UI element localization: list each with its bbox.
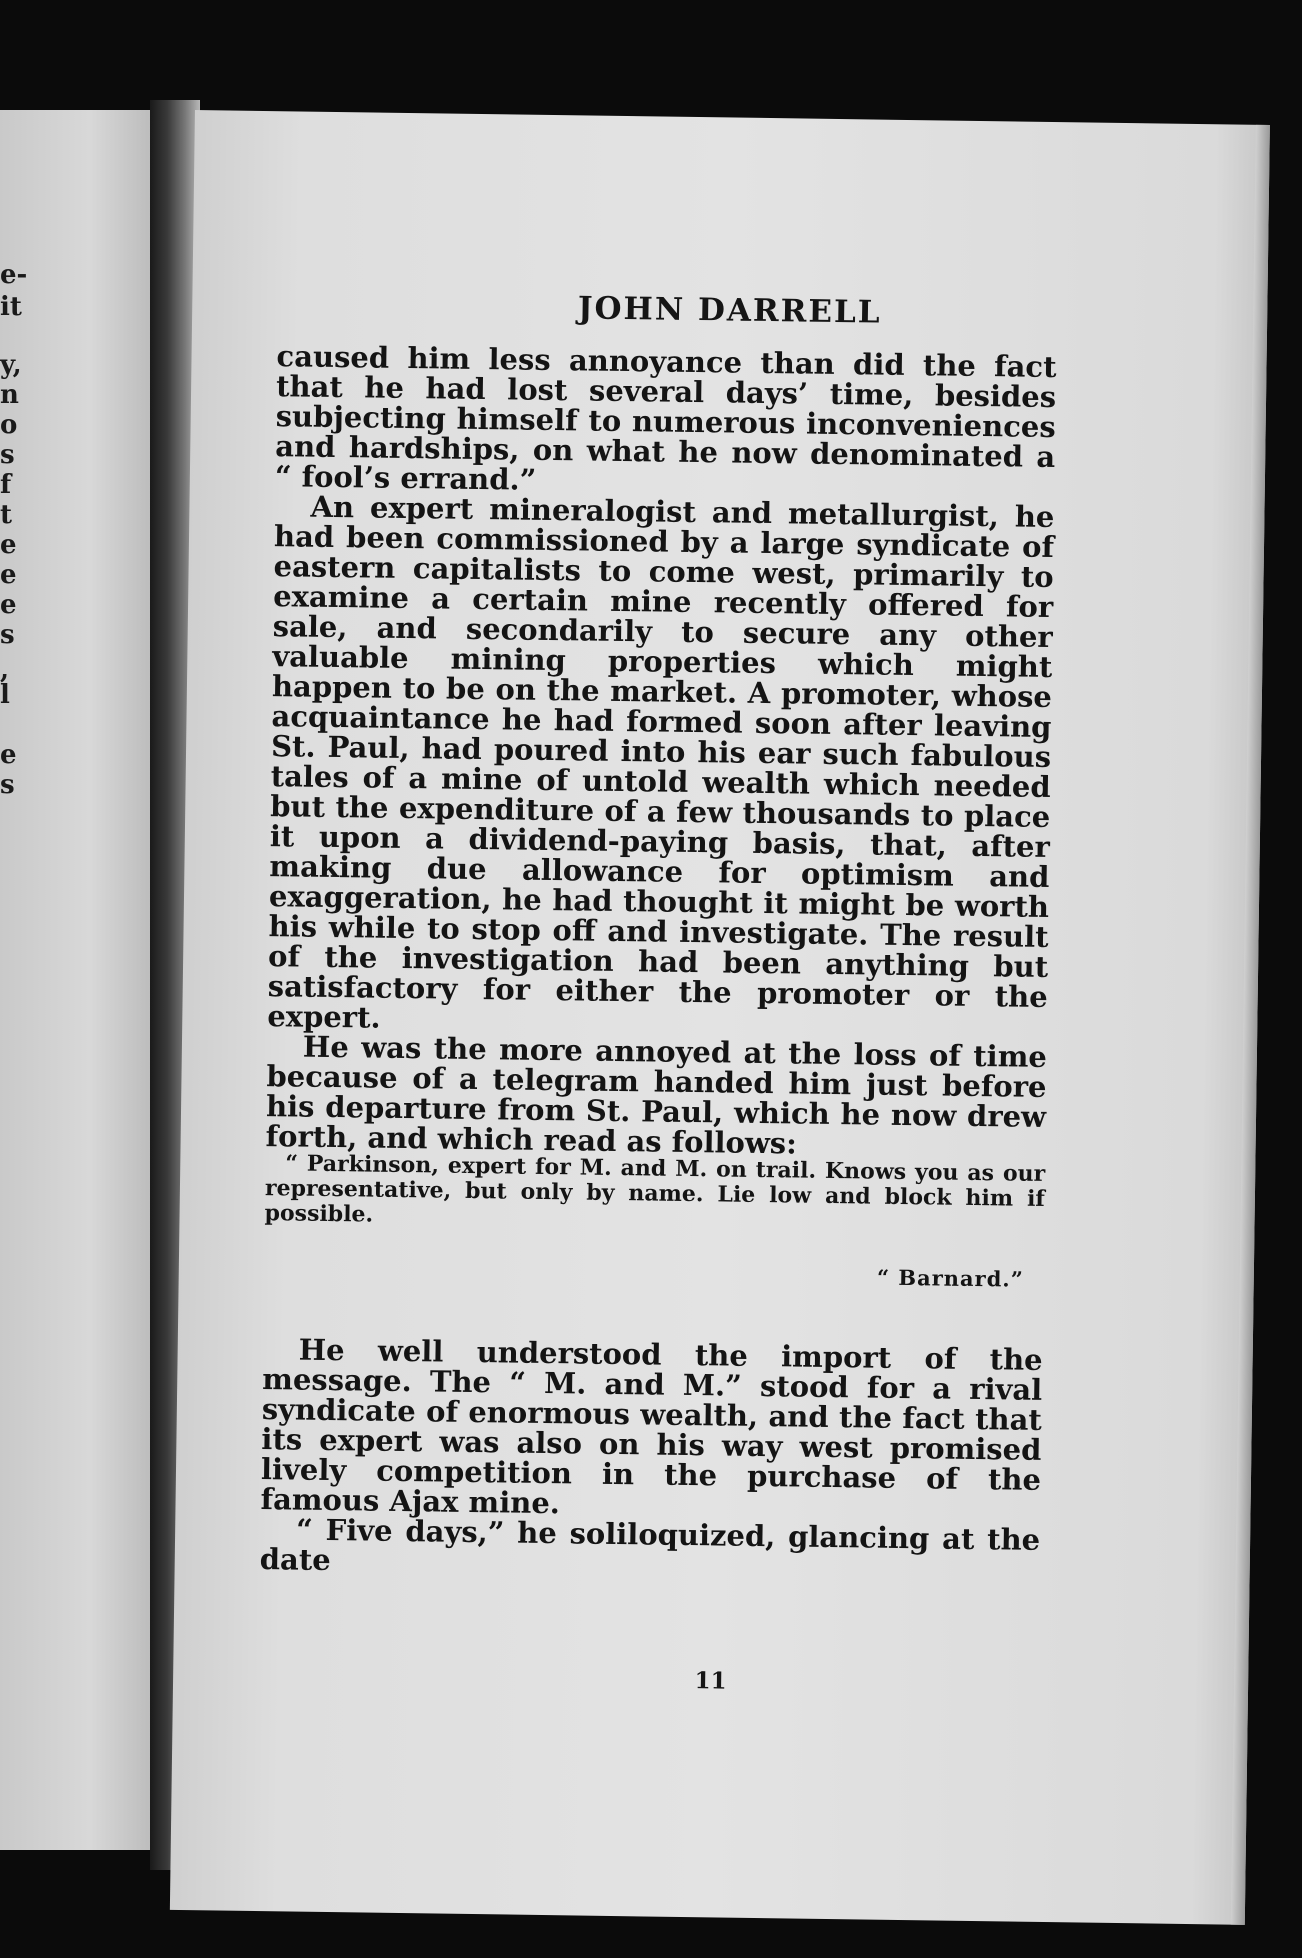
telegram-quote: “ Parkinson, expert for M. and M. on trail. Knows you as our representative, but only by name. Lie low and block him if possible.	[264, 1150, 1046, 1228]
paragraph: He well understood the import of the message. The “ M. and M.” stood for a rival syndicate of enormous wealth, and the fact that its expert was also on his way west promised lively competition in the purchase of the famous Ajax mine.	[260, 1332, 1043, 1521]
page-number: 11	[694, 1667, 727, 1695]
left-page-fragment: s	[0, 620, 15, 650]
left-page	[0, 110, 150, 1850]
left-page-fragment: it	[0, 292, 22, 322]
left-page-fragment: e	[0, 740, 17, 770]
left-page-fragment: s	[0, 770, 15, 800]
paragraph: An expert mineralogist and metallurgist, he had been commissioned by a large syndicate of eastern capitalists to come west, primarily to examine a certain mine recently offered for sale, and secondarily to secure any other valuable mining properties which might happen to be on the market. A promoter, whose acquaintance he had formed soon after leaving St. Paul, had poured into his ear such fabulous tales of a mine of untold wealth which needed but the expenditure of a few thousands to place it upon a dividend-paying basis, that, after making due allowance for optimism and exaggeration, he had thought it might be worth his while to stop off and investigate. The result of the investigation had been anything but satisfactory for either the promoter or the expert.	[267, 489, 1055, 1035]
left-page-fragment: s	[0, 440, 15, 470]
left-page-fragment: o	[0, 410, 18, 440]
left-page-fragment: n	[0, 380, 19, 410]
paragraph: caused him less annoyance than did the fact that he had lost several days’ time, besides subjecting himself to numerous inconveniences and hardships, on what he now denominated a “ fool’s errand.”	[274, 339, 1057, 497]
left-page-fragment: e-	[0, 260, 28, 290]
left-page-fragment: f	[0, 470, 12, 500]
left-page-fragment: ,	[0, 655, 10, 685]
body-text	[260, 341, 1057, 1585]
paragraph: He was the more annoyed at the loss of time because of a telegram handed him just before his departure from St. Paul, which he now drew forth, and which read as follows:	[265, 1029, 1048, 1161]
left-page-fragment: e	[0, 560, 17, 590]
left-page-fragment: t	[0, 500, 13, 530]
paragraph: “ Five days,” he soliloquized, glancing at the date	[259, 1512, 1041, 1578]
left-page-fragment: y,	[0, 350, 22, 380]
left-page-fragment: e	[0, 530, 17, 560]
right-page	[170, 110, 1270, 1925]
running-head: JOHN DARRELL	[577, 290, 882, 331]
left-page-fragment: l	[0, 680, 10, 710]
telegram-signature: “ Barnard.”	[876, 1264, 1024, 1292]
left-page-fragment: e	[0, 590, 17, 620]
page-edge	[1231, 125, 1270, 1925]
